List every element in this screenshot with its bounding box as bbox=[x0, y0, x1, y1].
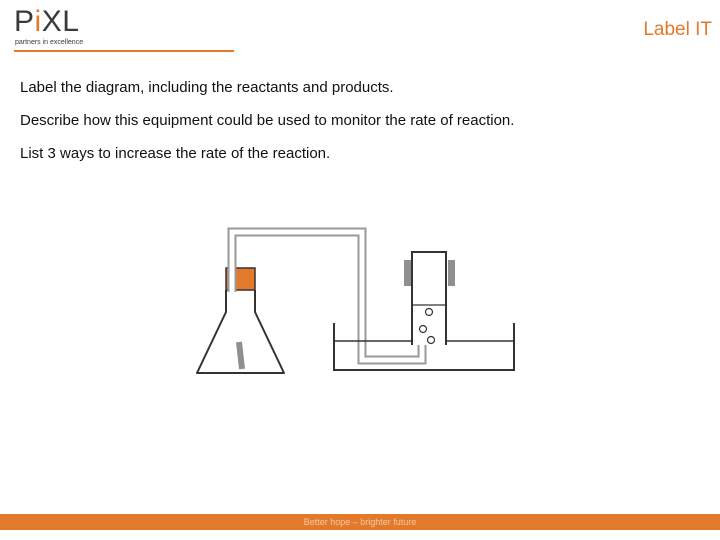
instruction-label-diagram: Label the diagram, including the reactants and products. bbox=[20, 79, 394, 96]
page-title: Label IT bbox=[643, 19, 712, 40]
logo-wordmark-start: P bbox=[14, 5, 35, 38]
instruction-list-rate-factors: List 3 ways to increase the rate of the reaction. bbox=[20, 145, 331, 162]
logo-tagline: partners in excellence bbox=[15, 39, 84, 46]
bubble bbox=[428, 337, 435, 344]
clamp-right-jaw bbox=[448, 260, 455, 286]
clamp-left-jaw bbox=[404, 260, 411, 286]
footer-slogan: Better hope – brighter future bbox=[303, 517, 417, 527]
logo-wordmark-end: XL bbox=[41, 5, 80, 38]
conical-flask-icon bbox=[197, 290, 284, 373]
inverted-measuring-cylinder-icon bbox=[404, 252, 455, 345]
instruction-describe-monitoring: Describe how this equipment could be used to monitor the rate of reaction. bbox=[20, 112, 515, 129]
bubble bbox=[426, 309, 433, 316]
solid-reactant-icon bbox=[239, 342, 242, 369]
logo-wordmark-dot: i bbox=[34, 5, 42, 38]
bubble bbox=[420, 326, 427, 333]
